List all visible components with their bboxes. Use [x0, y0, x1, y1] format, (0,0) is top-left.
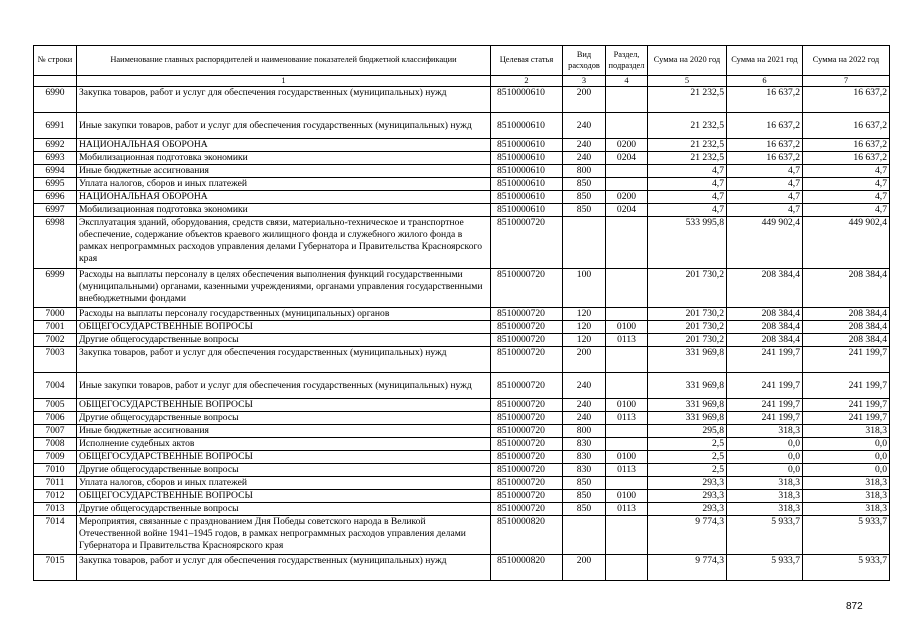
row-sum-2020: 201 730,2 — [648, 308, 727, 321]
row-section: 0113 — [606, 503, 648, 516]
row-sum-2020: 21 232,5 — [648, 113, 727, 139]
row-number: 7001 — [34, 321, 77, 334]
row-sum-2022: 16 637,2 — [803, 87, 890, 113]
row-sum-2022: 0,0 — [803, 438, 890, 451]
row-number: 7011 — [34, 477, 77, 490]
row-number: 6990 — [34, 87, 77, 113]
row-name: Другие общегосударственные вопросы — [77, 503, 491, 516]
row-section — [606, 373, 648, 399]
row-name: Расходы на выплаты персоналу государственных (муниципальных) органов — [77, 308, 491, 321]
row-expense-type: 200 — [563, 87, 606, 113]
row-sum-2020: 4,7 — [648, 178, 727, 191]
table-header-row — [34, 46, 890, 76]
row-number: 7002 — [34, 334, 77, 347]
row-name: НАЦИОНАЛЬНАЯ ОБОРОНА — [77, 191, 491, 204]
header-name: Наименование главных распорядителей и наименование показателей бюджетной классификации — [77, 46, 491, 76]
row-expense-type: 830 — [563, 438, 606, 451]
row-target-code: 8510000610 — [491, 139, 563, 152]
row-sum-2022: 241 199,7 — [803, 373, 890, 399]
row-section: 0100 — [606, 399, 648, 412]
row-section — [606, 347, 648, 373]
row-number: 6997 — [34, 204, 77, 217]
row-target-code: 8510000720 — [491, 373, 563, 399]
column-number — [34, 76, 77, 87]
row-name: Закупка товаров, работ и услуг для обеспечения государственных (муниципальных) нужд — [77, 347, 491, 373]
row-expense-type: 830 — [563, 464, 606, 477]
row-target-code: 8510000720 — [491, 217, 563, 269]
row-sum-2020: 4,7 — [648, 204, 727, 217]
table-row — [34, 451, 890, 464]
row-sum-2022: 16 637,2 — [803, 139, 890, 152]
row-expense-type: 240 — [563, 139, 606, 152]
row-section — [606, 555, 648, 581]
table-row — [34, 555, 890, 581]
row-sum-2022: 208 384,4 — [803, 269, 890, 308]
row-name: Другие общегосударственные вопросы — [77, 334, 491, 347]
row-sum-2020: 4,7 — [648, 165, 727, 178]
row-target-code: 8510000610 — [491, 87, 563, 113]
table-row — [34, 178, 890, 191]
row-section: 0113 — [606, 412, 648, 425]
row-name: Другие общегосударственные вопросы — [77, 464, 491, 477]
row-sum-2022: 208 384,4 — [803, 308, 890, 321]
row-expense-type: 240 — [563, 399, 606, 412]
row-number: 6993 — [34, 152, 77, 165]
row-expense-type: 240 — [563, 373, 606, 399]
row-expense-type: 100 — [563, 269, 606, 308]
column-number: 3 — [563, 76, 606, 87]
column-number: 1 — [77, 76, 491, 87]
table-row — [34, 113, 890, 139]
table-row — [34, 139, 890, 152]
row-number: 7000 — [34, 308, 77, 321]
row-target-code: 8510000720 — [491, 321, 563, 334]
row-sum-2020: 21 232,5 — [648, 87, 727, 113]
table-row — [34, 464, 890, 477]
row-target-code: 8510000720 — [491, 477, 563, 490]
header-sum-2022: Сумма на 2022 год — [803, 46, 890, 76]
row-section — [606, 87, 648, 113]
table-row — [34, 321, 890, 334]
row-sum-2022: 5 933,7 — [803, 516, 890, 555]
row-sum-2021: 16 637,2 — [727, 87, 803, 113]
row-expense-type — [563, 516, 606, 555]
row-sum-2022: 4,7 — [803, 204, 890, 217]
row-sum-2021: 16 637,2 — [727, 152, 803, 165]
row-section — [606, 113, 648, 139]
row-sum-2021: 208 384,4 — [727, 321, 803, 334]
row-expense-type: 800 — [563, 425, 606, 438]
row-target-code: 8510000820 — [491, 516, 563, 555]
row-section — [606, 425, 648, 438]
table-row — [34, 516, 890, 555]
row-number: 7014 — [34, 516, 77, 555]
row-target-code: 8510000610 — [491, 165, 563, 178]
row-target-code: 8510000610 — [491, 113, 563, 139]
row-sum-2021: 241 199,7 — [727, 347, 803, 373]
row-number: 7004 — [34, 373, 77, 399]
row-number: 7009 — [34, 451, 77, 464]
row-sum-2021: 318,3 — [727, 490, 803, 503]
row-section: 0113 — [606, 464, 648, 477]
row-expense-type — [563, 217, 606, 269]
row-sum-2020: 21 232,5 — [648, 139, 727, 152]
table-row — [34, 165, 890, 178]
row-expense-type: 800 — [563, 165, 606, 178]
row-target-code: 8510000610 — [491, 191, 563, 204]
row-name: Расходы на выплаты персоналу в целях обеспечения выполнения функций государственными (муниципальными) органами, казенными учреждениями, органами управления государственными внебюджетными фондами — [77, 269, 491, 308]
row-expense-type: 120 — [563, 308, 606, 321]
row-sum-2020: 331 969,8 — [648, 373, 727, 399]
row-expense-type: 120 — [563, 334, 606, 347]
page-number: 872 — [846, 601, 863, 612]
header-type: Вид расходов — [563, 46, 606, 76]
row-sum-2022: 4,7 — [803, 165, 890, 178]
row-target-code: 8510000720 — [491, 425, 563, 438]
row-sum-2022: 449 902,4 — [803, 217, 890, 269]
row-sum-2022: 241 199,7 — [803, 399, 890, 412]
row-name: Мобилизационная подготовка экономики — [77, 204, 491, 217]
column-number-row — [34, 76, 890, 87]
row-target-code: 8510000610 — [491, 152, 563, 165]
row-number: 7012 — [34, 490, 77, 503]
row-name: ОБЩЕГОСУДАРСТВЕННЫЕ ВОПРОСЫ — [77, 321, 491, 334]
row-section — [606, 438, 648, 451]
row-name: Уплата налогов, сборов и иных платежей — [77, 178, 491, 191]
column-number: 2 — [491, 76, 563, 87]
table-row — [34, 412, 890, 425]
row-expense-type: 850 — [563, 178, 606, 191]
row-sum-2021: 318,3 — [727, 425, 803, 438]
row-target-code: 8510000610 — [491, 178, 563, 191]
row-number: 6995 — [34, 178, 77, 191]
row-expense-type: 240 — [563, 412, 606, 425]
row-target-code: 8510000720 — [491, 412, 563, 425]
row-sum-2021: 16 637,2 — [727, 113, 803, 139]
row-section — [606, 178, 648, 191]
row-sum-2021: 4,7 — [727, 178, 803, 191]
row-sum-2021: 0,0 — [727, 451, 803, 464]
row-name: ОБЩЕГОСУДАРСТВЕННЫЕ ВОПРОСЫ — [77, 490, 491, 503]
budget-table — [33, 45, 890, 581]
row-target-code: 8510000720 — [491, 503, 563, 516]
row-target-code: 8510000720 — [491, 451, 563, 464]
header-row-no: № строки — [34, 46, 77, 76]
row-name: Мобилизационная подготовка экономики — [77, 152, 491, 165]
header-sum-2020: Сумма на 2020 год — [648, 46, 727, 76]
table-row — [34, 269, 890, 308]
table-row — [34, 191, 890, 204]
row-expense-type: 850 — [563, 477, 606, 490]
row-name: НАЦИОНАЛЬНАЯ ОБОРОНА — [77, 139, 491, 152]
row-number: 6991 — [34, 113, 77, 139]
column-number: 6 — [727, 76, 803, 87]
row-name: Эксплуатация зданий, оборудования, средств связи, материально-техническое и транспортное обеспечение, содержание объектов краевого жилищного фонда и служебного жилого фонда в рамках непрограммных расходов управления делами Губернатора и Правительства Красноярского края — [77, 217, 491, 269]
row-name: Другие общегосударственные вопросы — [77, 412, 491, 425]
row-number: 7010 — [34, 464, 77, 477]
row-sum-2021: 449 902,4 — [727, 217, 803, 269]
table-row — [34, 152, 890, 165]
table-row — [34, 308, 890, 321]
row-sum-2020: 201 730,2 — [648, 334, 727, 347]
row-sum-2021: 0,0 — [727, 464, 803, 477]
row-sum-2020: 201 730,2 — [648, 321, 727, 334]
row-section — [606, 217, 648, 269]
row-number: 7006 — [34, 412, 77, 425]
table-row — [34, 490, 890, 503]
row-sum-2021: 208 384,4 — [727, 334, 803, 347]
table-row — [34, 503, 890, 516]
row-sum-2021: 4,7 — [727, 191, 803, 204]
row-expense-type: 850 — [563, 503, 606, 516]
row-number: 7013 — [34, 503, 77, 516]
row-number: 7005 — [34, 399, 77, 412]
row-target-code: 8510000720 — [491, 334, 563, 347]
row-sum-2021: 208 384,4 — [727, 269, 803, 308]
row-sum-2020: 293,3 — [648, 477, 727, 490]
row-sum-2020: 331 969,8 — [648, 412, 727, 425]
row-expense-type: 240 — [563, 152, 606, 165]
row-sum-2021: 5 933,7 — [727, 555, 803, 581]
row-sum-2022: 16 637,2 — [803, 113, 890, 139]
row-section — [606, 477, 648, 490]
row-sum-2022: 318,3 — [803, 425, 890, 438]
table-row — [34, 334, 890, 347]
table-row — [34, 477, 890, 490]
row-sum-2020: 9 774,3 — [648, 516, 727, 555]
row-name: Иные закупки товаров, работ и услуг для обеспечения государственных (муниципальных) нужд — [77, 373, 491, 399]
row-section: 0100 — [606, 451, 648, 464]
row-sum-2022: 0,0 — [803, 464, 890, 477]
row-target-code: 8510000720 — [491, 308, 563, 321]
row-name: Иные закупки товаров, работ и услуг для обеспечения государственных (муниципальных) нужд — [77, 113, 491, 139]
row-sum-2022: 16 637,2 — [803, 152, 890, 165]
row-sum-2021: 318,3 — [727, 503, 803, 516]
row-sum-2022: 5 933,7 — [803, 555, 890, 581]
row-number: 6998 — [34, 217, 77, 269]
row-sum-2022: 241 199,7 — [803, 412, 890, 425]
row-target-code: 8510000720 — [491, 490, 563, 503]
table-row — [34, 399, 890, 412]
row-section: 0113 — [606, 334, 648, 347]
row-target-code: 8510000610 — [491, 204, 563, 217]
row-sum-2021: 5 933,7 — [727, 516, 803, 555]
row-sum-2020: 331 969,8 — [648, 347, 727, 373]
row-sum-2022: 318,3 — [803, 477, 890, 490]
row-sum-2020: 9 774,3 — [648, 555, 727, 581]
row-sum-2022: 4,7 — [803, 178, 890, 191]
row-number: 6996 — [34, 191, 77, 204]
row-sum-2020: 2,5 — [648, 451, 727, 464]
row-section: 0200 — [606, 191, 648, 204]
row-sum-2022: 318,3 — [803, 503, 890, 516]
row-section — [606, 516, 648, 555]
row-number: 7015 — [34, 555, 77, 581]
row-sum-2022: 4,7 — [803, 191, 890, 204]
row-sum-2021: 0,0 — [727, 438, 803, 451]
row-sum-2020: 4,7 — [648, 191, 727, 204]
row-sum-2022: 208 384,4 — [803, 334, 890, 347]
row-expense-type: 120 — [563, 321, 606, 334]
row-sum-2021: 241 199,7 — [727, 373, 803, 399]
row-target-code: 8510000720 — [491, 399, 563, 412]
row-expense-type: 850 — [563, 204, 606, 217]
row-expense-type: 200 — [563, 347, 606, 373]
row-sum-2020: 21 232,5 — [648, 152, 727, 165]
header-target: Целевая статья — [491, 46, 563, 76]
row-expense-type: 850 — [563, 490, 606, 503]
row-number: 7007 — [34, 425, 77, 438]
row-target-code: 8510000720 — [491, 269, 563, 308]
header-section: Раздел, подраздел — [606, 46, 648, 76]
row-number: 7003 — [34, 347, 77, 373]
row-target-code: 8510000720 — [491, 438, 563, 451]
row-section: 0204 — [606, 204, 648, 217]
table-row — [34, 347, 890, 373]
column-number: 4 — [606, 76, 648, 87]
row-section: 0100 — [606, 490, 648, 503]
row-number: 7008 — [34, 438, 77, 451]
header-sum-2021: Сумма на 2021 год — [727, 46, 803, 76]
row-sum-2021: 4,7 — [727, 204, 803, 217]
row-number: 6999 — [34, 269, 77, 308]
table-row — [34, 217, 890, 269]
row-sum-2021: 318,3 — [727, 477, 803, 490]
row-section — [606, 308, 648, 321]
row-sum-2021: 241 199,7 — [727, 399, 803, 412]
row-section: 0200 — [606, 139, 648, 152]
row-sum-2020: 293,3 — [648, 490, 727, 503]
row-sum-2021: 16 637,2 — [727, 139, 803, 152]
row-section: 0204 — [606, 152, 648, 165]
row-sum-2020: 331 969,8 — [648, 399, 727, 412]
row-sum-2020: 295,8 — [648, 425, 727, 438]
table-row — [34, 373, 890, 399]
row-expense-type: 850 — [563, 191, 606, 204]
table-row — [34, 87, 890, 113]
row-sum-2020: 2,5 — [648, 438, 727, 451]
table-row — [34, 425, 890, 438]
row-sum-2022: 0,0 — [803, 451, 890, 464]
row-sum-2022: 241 199,7 — [803, 347, 890, 373]
row-name: Уплата налогов, сборов и иных платежей — [77, 477, 491, 490]
row-sum-2021: 241 199,7 — [727, 412, 803, 425]
row-name: Исполнение судебных актов — [77, 438, 491, 451]
row-expense-type: 830 — [563, 451, 606, 464]
row-target-code: 8510000720 — [491, 464, 563, 477]
row-name: Мероприятия, связанные с празднованием Дня Победы советского народа в Великой Отечественной войне 1941–1945 годов, в рамках непрограммных расходов управления делами Губернатора и Правительства Красноярского края — [77, 516, 491, 555]
row-name: Иные бюджетные ассигнования — [77, 165, 491, 178]
row-sum-2020: 201 730,2 — [648, 269, 727, 308]
row-name: Иные бюджетные ассигнования — [77, 425, 491, 438]
row-name: Закупка товаров, работ и услуг для обеспечения государственных (муниципальных) нужд — [77, 87, 491, 113]
row-target-code: 8510000820 — [491, 555, 563, 581]
row-expense-type: 240 — [563, 113, 606, 139]
row-section — [606, 165, 648, 178]
row-sum-2020: 293,3 — [648, 503, 727, 516]
row-number: 6992 — [34, 139, 77, 152]
row-name: ОБЩЕГОСУДАРСТВЕННЫЕ ВОПРОСЫ — [77, 451, 491, 464]
row-section — [606, 269, 648, 308]
row-name: ОБЩЕГОСУДАРСТВЕННЫЕ ВОПРОСЫ — [77, 399, 491, 412]
row-section: 0100 — [606, 321, 648, 334]
row-sum-2020: 2,5 — [648, 464, 727, 477]
row-expense-type: 200 — [563, 555, 606, 581]
row-sum-2022: 208 384,4 — [803, 321, 890, 334]
column-number: 5 — [648, 76, 727, 87]
row-sum-2021: 208 384,4 — [727, 308, 803, 321]
table-row — [34, 438, 890, 451]
row-sum-2021: 4,7 — [727, 165, 803, 178]
row-target-code: 8510000720 — [491, 347, 563, 373]
row-name: Закупка товаров, работ и услуг для обеспечения государственных (муниципальных) нужд — [77, 555, 491, 581]
column-number: 7 — [803, 76, 890, 87]
row-number: 6994 — [34, 165, 77, 178]
table-row — [34, 204, 890, 217]
row-sum-2022: 318,3 — [803, 490, 890, 503]
row-sum-2020: 533 995,8 — [648, 217, 727, 269]
